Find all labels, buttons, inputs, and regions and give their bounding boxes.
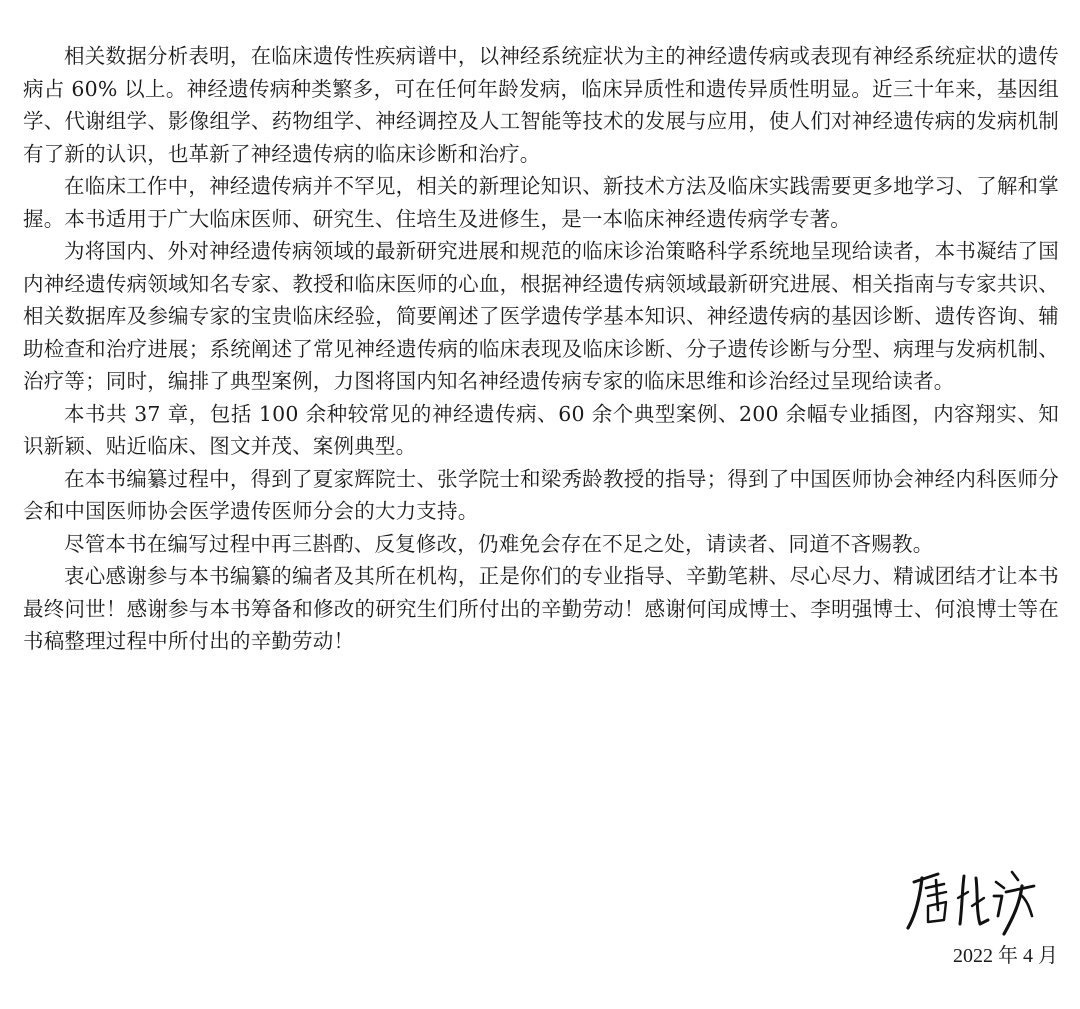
paragraph-1: 相关数据分析表明，在临床遗传性疾病谱中，以神经系统症状为主的神经遗传病或表现有神经系统症状的遗传病占 60% 以上。神经遗传病种类繁多，可在任何年龄发病，临床异质性和遗传异质性明显。近三十年来，基因组学、代谢组学、影像组学、药物组学、神经调控及人工智能等技术的发展与应用，使人们对神经遗传病的发病机制有了新的认识，也革新了神经遗传病的临床诊断和治疗。 bbox=[23, 44, 1059, 166]
paragraph-2: 在临床工作中，神经遗传病并不罕见，相关的新理论知识、新技术方法及临床实践需要更多地学习、了解和掌握。本书适用于广大临床医师、研究生、住培生及进修生，是一本临床神经遗传病学专著。 bbox=[23, 174, 1059, 231]
date-line: 2022 年 4 月 bbox=[953, 945, 1058, 967]
paragraph-3: 为将国内、外对神经遗传病领域的最新研究进展和规范的临床诊治策略科学系统地呈现给读者，本书凝结了国内神经遗传病领域知名专家、教授和临床医师的心血，根据神经遗传病领域最新研究进展、相关指南与专家共识、相关数据库及参编专家的宝贵临床经验，简要阐述了医学遗传学基本知识、神经遗传病的基因诊断、遗传咨询、辅助检查和治疗进展；系统阐述了常见神经遗传病的临床表现及临床诊断、分子遗传诊断与分型、病理与发病机制、治疗等；同时，编排了典型案例，力图将国内知名神经遗传病专家的临床思维和诊治经过呈现给读者。 bbox=[23, 239, 1059, 393]
paragraph-5: 在本书编纂过程中，得到了夏家辉院士、张学院士和梁秀龄教授的指导；得到了中国医师协会神经内科医师分会和中国医师协会医学遗传医师分会的大力支持。 bbox=[23, 466, 1059, 523]
preface-body bbox=[23, 40, 1059, 658]
paragraph-4: 本书共 37 章，包括 100 余种较常见的神经遗传病、60 余个典型案例、200 余幅专业插图，内容翔实、知识新颖、贴近临床、图文并茂、案例典型。 bbox=[23, 401, 1059, 458]
signature-image bbox=[900, 862, 1040, 942]
paragraph-7: 衷心感谢参与本书编纂的编者及其所在机构，正是你们的专业指导、辛勤笔耕、尽心尽力、精诚团结才让本书最终问世！感谢参与本书筹备和修改的研究生们所付出的辛勤劳动！感谢何闰成博士、李明强博士、何浪博士等在书稿整理过程中所付出的辛勤劳动！ bbox=[23, 564, 1059, 653]
paragraph-6: 尽管本书在编写过程中再三斟酌、反复修改，仍难免会存在不足之处，请读者、同道不吝赐教。 bbox=[64, 531, 934, 556]
handwritten-signature bbox=[900, 862, 1040, 942]
